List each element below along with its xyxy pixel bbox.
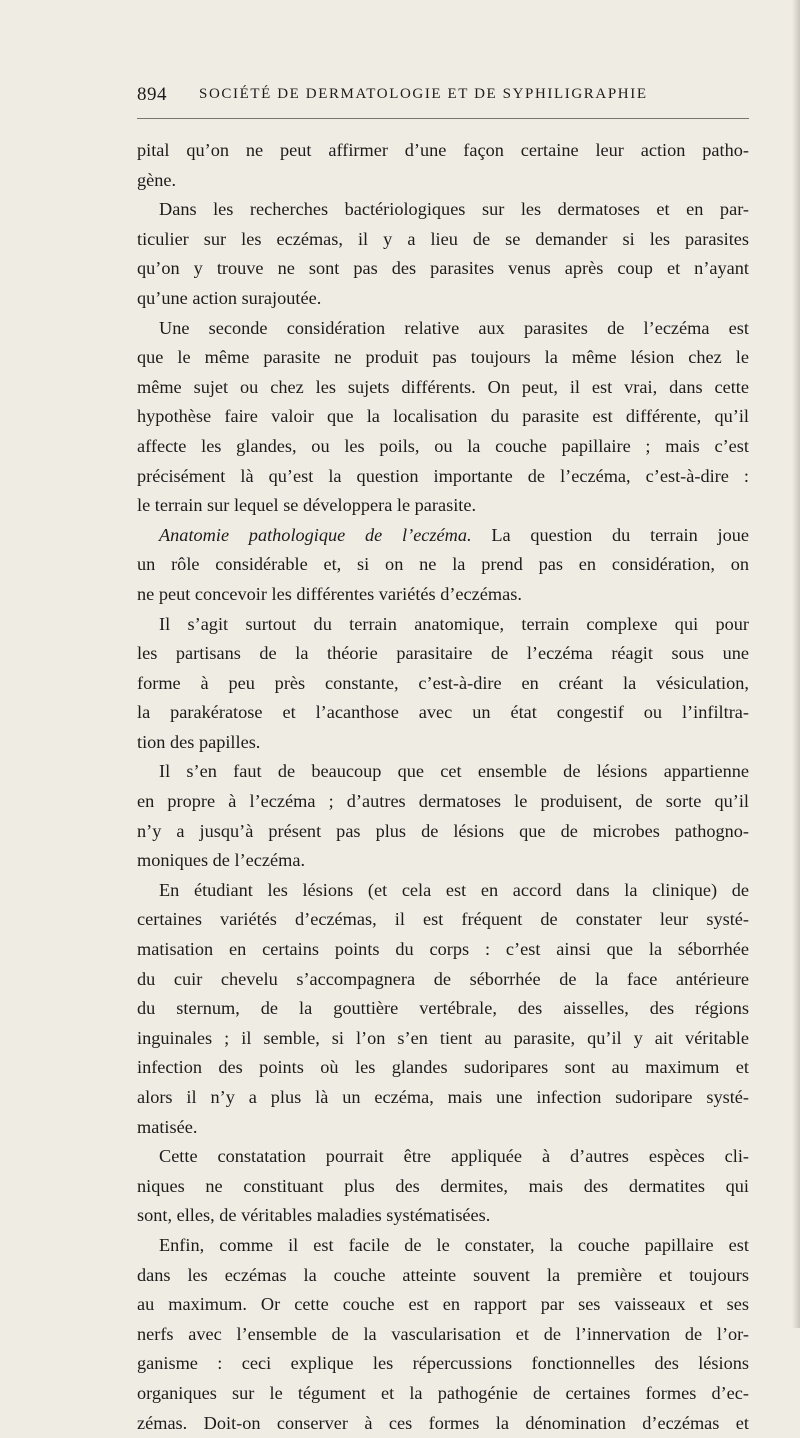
- text-line: niques ne constituant plus des dermites, mais des dermatites qui: [137, 1175, 749, 1196]
- text-line: même sujet ou chez les sujets différents. On peut, il est vrai, dans cette: [137, 376, 749, 397]
- text-line: qu’on y trouve ne sont pas des parasites venus après coup et n’ayant: [137, 258, 749, 279]
- section-heading: Anatomie pathologique de l’eczéma.: [159, 524, 472, 545]
- text-line: sont, elles, de véritables maladies systématisées.: [137, 1205, 491, 1226]
- text-line: nerfs avec l’ensemble de la vascularisation et de l’innervation de l’or-: [137, 1323, 749, 1344]
- text-line: Enfin, comme il est facile de le constater, la couche papillaire est: [159, 1234, 749, 1255]
- text-line: Il s’agit surtout du terrain anatomique, terrain complexe qui pour: [159, 613, 749, 634]
- text-line: alors il n’y a plus là un eczéma, mais une infection sudoripare systé-: [137, 1087, 749, 1107]
- text-line: ne peut concevoir les différentes variétés d’eczémas.: [137, 583, 522, 604]
- text-line: en propre à l’eczéma ; d’autres dermatoses le produisent, de sorte qu’il: [137, 791, 749, 812]
- text-line: la parakératose et l’acanthose avec un état congestif ou l’infiltra-: [137, 702, 749, 723]
- text-line: tion des papilles.: [137, 731, 261, 752]
- text-line: un rôle considérable et, si on ne la prend pas en considération, on: [137, 554, 749, 575]
- page-edge-shadow: [792, 0, 800, 1328]
- text-line: forme à peu près constante, c’est-à-dire en créant la vésiculation,: [137, 672, 749, 693]
- text-line: organiques sur le tégument et la pathogénie de certaines formes d’ec-: [137, 1382, 749, 1403]
- text-line: pital qu’on ne peut affirmer d’une façon certaine leur action patho-: [137, 140, 749, 160]
- text-line: le terrain sur lequel se développera le parasite.: [137, 495, 477, 516]
- text-line: Dans les recherches bactériologiques sur les dermatoses et en par-: [159, 199, 749, 220]
- text-line: hypothèse faire valoir que la localisation du parasite est différente, qu’il: [137, 406, 749, 427]
- text-line: gène.: [137, 169, 177, 190]
- text-line: Une seconde considération relative aux parasites de l’eczéma est: [159, 317, 749, 338]
- text-line: Il s’en faut de beaucoup que cet ensemble de lésions appartienne: [159, 761, 749, 782]
- text-line: zémas. Doit-on conserver à ces formes la dénomination d’eczémas et: [137, 1412, 749, 1433]
- text-line: n’y a jusqu’à présent pas plus de lésions que de microbes pathogno-: [137, 820, 749, 841]
- text-line: infection des points où les glandes sudoripares sont au maximum et: [137, 1057, 749, 1078]
- body-text: [137, 136, 749, 1438]
- page-number: 894: [137, 84, 167, 105]
- text-line: ganisme : ceci explique les répercussions fonctionnelles des lésions: [137, 1353, 749, 1374]
- text-line: moniques de l’eczéma.: [137, 850, 306, 871]
- text-line-continuation: La question du terrain joue: [491, 524, 749, 545]
- text-line: dans les eczémas la couche atteinte souvent la première et toujours: [137, 1264, 749, 1285]
- text-line: du cuir chevelu s’accompagnera de séborrhée de la face antérieure: [137, 968, 749, 989]
- text-line: que le même parasite ne produit pas toujours la même lésion chez le: [137, 347, 749, 368]
- text-line: Cette constatation pourrait être appliquée à d’autres espèces cli-: [159, 1146, 749, 1167]
- text-line-section-start: [137, 521, 749, 551]
- text-line: précisément là qu’est la question importante de l’eczéma, c’est-à-dire :: [137, 465, 749, 486]
- journal-title: SOCIÉTÉ DE DERMATOLOGIE ET DE SYPHILIGRAPHIE: [199, 86, 648, 102]
- text-line: qu’une action surajoutée.: [137, 287, 322, 308]
- text-line: au maximum. Or cette couche est en rapport par ses vaisseaux et ses: [137, 1294, 749, 1315]
- text-line: ticulier sur les eczémas, il y a lieu de se demander si les parasites: [137, 228, 749, 249]
- text-line: matisée.: [137, 1116, 198, 1137]
- text-line: les partisans de la théorie parasitaire de l’eczéma réagit sous une: [137, 643, 749, 664]
- text-line: inguinales ; il semble, si l’on s’en tient au parasite, qu’il y ait véritable: [137, 1027, 749, 1048]
- text-line: du sternum, de la gouttière vertébrale, des aisselles, des régions: [137, 998, 749, 1019]
- running-head: [137, 84, 749, 110]
- text-line: matisation en certains points du corps : c’est ainsi que la séborrhée: [137, 939, 749, 960]
- text-line: certaines variétés d’eczémas, il est fréquent de constater leur systé-: [137, 909, 749, 930]
- text-line: En étudiant les lésions (et cela est en accord dans la clinique) de: [159, 879, 749, 900]
- text-line: affecte les glandes, ou les poils, ou la couche papillaire ; mais c’est: [137, 435, 749, 456]
- header-rule: [137, 118, 749, 119]
